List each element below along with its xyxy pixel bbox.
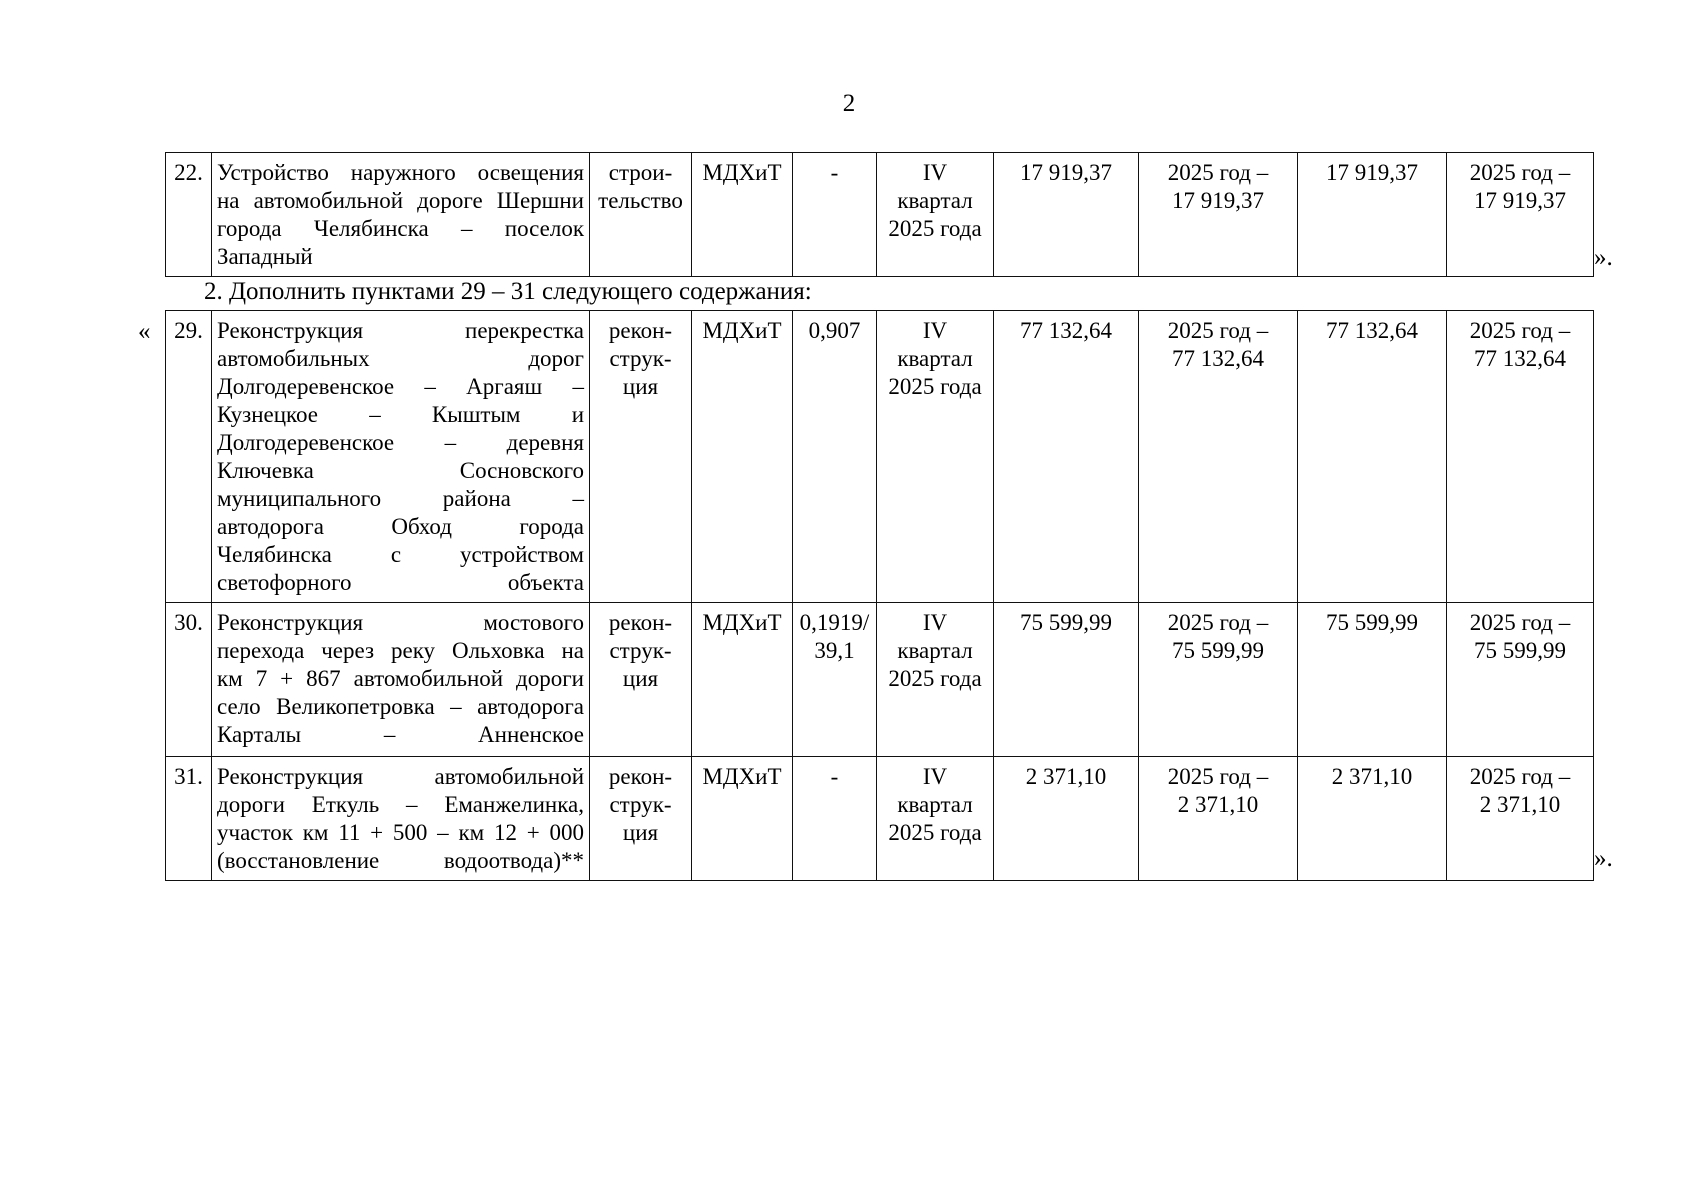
deadline: IV квартал 2025 года <box>877 603 994 757</box>
row-number: 22. <box>166 153 212 277</box>
table-section-2 <box>165 310 1594 881</box>
page-number: 2 <box>842 90 856 117</box>
work-type: рекон- струк- ция <box>590 757 692 881</box>
work-type: строи- тельство <box>590 153 692 277</box>
amendment-heading: 2. Дополнить пунктами 29 – 31 следующего содержания: <box>204 278 812 305</box>
customer: МДХиТ <box>692 603 793 757</box>
estimated-cost: 75 599,99 <box>994 603 1139 757</box>
financing: 75 599,99 <box>1298 603 1447 757</box>
capacity: 0,907 <box>793 311 877 603</box>
financing-by-year: 2025 год – 17 919,37 <box>1447 153 1594 277</box>
customer: МДХиТ <box>692 153 793 277</box>
row-number: 30. <box>166 603 212 757</box>
financing: 2 371,10 <box>1298 757 1447 881</box>
table-row <box>166 311 1594 603</box>
customer: МДХиТ <box>692 311 793 603</box>
capacity: 0,1919/ 39,1 <box>793 603 877 757</box>
object-name: Устройство наружного освещения на автомобильной дороге Шершни города Челябинска – поселок Западный <box>212 153 590 277</box>
deadline: IV квартал 2025 года <box>877 757 994 881</box>
financing-by-year: 2025 год – 77 132,64 <box>1447 311 1594 603</box>
work-type: рекон- струк- ция <box>590 603 692 757</box>
row-number: 31. <box>166 757 212 881</box>
financing: 77 132,64 <box>1298 311 1447 603</box>
opening-quote: « <box>138 318 151 345</box>
closing-quote-1: ». <box>1594 244 1613 271</box>
cost-by-year: 2025 год – 77 132,64 <box>1139 311 1298 603</box>
deadline: IV квартал 2025 года <box>877 153 994 277</box>
object-name: Реконструкция автомобильной дороги Еткуль – Еманжелинка, участок км 11 + 500 – км 12 + 000 (восстановление водоотвода)** <box>212 757 590 881</box>
table-row <box>166 603 1594 757</box>
estimated-cost: 17 919,37 <box>994 153 1139 277</box>
financing-by-year: 2025 год – 75 599,99 <box>1447 603 1594 757</box>
cost-by-year: 2025 год – 17 919,37 <box>1139 153 1298 277</box>
estimated-cost: 2 371,10 <box>994 757 1139 881</box>
capacity: - <box>793 757 877 881</box>
row-number: 29. <box>166 311 212 603</box>
table-section-1 <box>165 152 1594 277</box>
customer: МДХиТ <box>692 757 793 881</box>
financing: 17 919,37 <box>1298 153 1447 277</box>
cost-by-year: 2025 год – 2 371,10 <box>1139 757 1298 881</box>
cost-by-year: 2025 год – 75 599,99 <box>1139 603 1298 757</box>
table-row <box>166 757 1594 881</box>
object-name: Реконструкция перекрестка автомобильных дорог Долгодеревенское – Аргаяш – Кузнецкое – Кыштым и Долгодеревенское – деревня Ключевка Сосновского муниципального района – автодорога Обход города Челябинска с устройством светофорного объекта <box>212 311 590 603</box>
object-name: Реконструкция мостового перехода через реку Ольховка на км 7 + 867 автомобильной дороги село Великопетровка – автодорога Карталы – Анненское <box>212 603 590 757</box>
table-row <box>166 153 1594 277</box>
closing-quote-2: ». <box>1594 845 1613 872</box>
financing-by-year: 2025 год – 2 371,10 <box>1447 757 1594 881</box>
capacity: - <box>793 153 877 277</box>
deadline: IV квартал 2025 года <box>877 311 994 603</box>
work-type: рекон- струк- ция <box>590 311 692 603</box>
estimated-cost: 77 132,64 <box>994 311 1139 603</box>
